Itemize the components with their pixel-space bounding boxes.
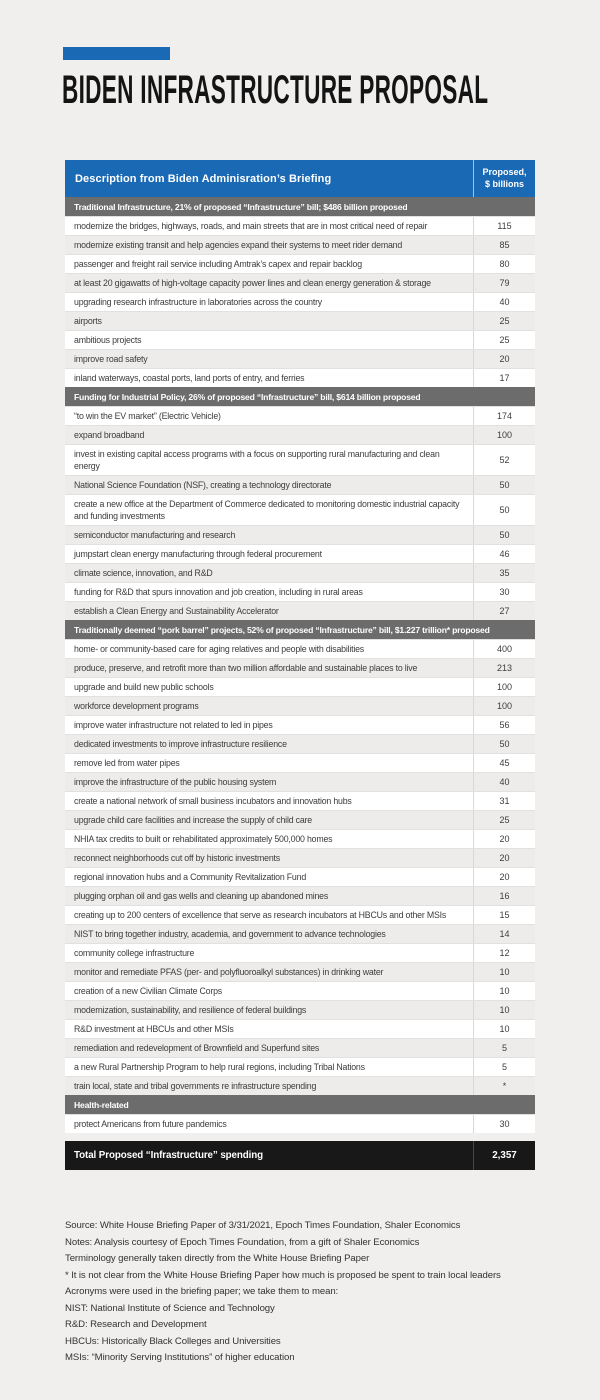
footnote-line: HBCUs: Historically Black Colleges and Universities xyxy=(65,1335,281,1347)
footnote-line: Source: White House Briefing Paper of 3/31/2021, Epoch Times Foundation, Shaler Economics xyxy=(65,1220,461,1231)
table-row xyxy=(65,1076,535,1095)
row-label: upgrade child care facilities and increase the supply of child care xyxy=(74,814,312,825)
row-value: 213 xyxy=(473,659,535,677)
table-row xyxy=(65,494,535,525)
section-header-label: Traditional Infrastructure, 21% of proposed “Infrastructure” bill; $486 billion proposed xyxy=(74,201,408,212)
row-value: 31 xyxy=(473,792,535,810)
table-row xyxy=(65,772,535,791)
table-row xyxy=(65,1114,535,1133)
row-value: 20 xyxy=(473,849,535,867)
footnote-line: MSIs: “Minority Serving Institutions” of higher education xyxy=(65,1352,295,1363)
table-row xyxy=(65,254,535,273)
row-label: home- or community-based care for aging relatives and people with disabilities xyxy=(74,643,365,654)
footnote-line: R&D: Research and Development xyxy=(65,1319,207,1330)
row-value: 100 xyxy=(473,678,535,696)
footnote-line: Terminology generally taken directly from the White House Briefing Paper xyxy=(65,1253,370,1264)
row-value: 20 xyxy=(473,830,535,848)
row-label: jumpstart clean energy manufacturing through federal procurement xyxy=(74,548,322,559)
row-value: * xyxy=(473,1077,535,1095)
row-value: 100 xyxy=(473,697,535,715)
row-value: 50 xyxy=(473,735,535,753)
row-label: airports xyxy=(74,315,102,326)
row-value: 30 xyxy=(473,1115,535,1133)
row-label: modernize existing transit and help agencies expand their systems to meet rider demand xyxy=(74,239,403,250)
table-row xyxy=(65,544,535,563)
row-value: 115 xyxy=(473,217,535,235)
row-label: establish a Clean Energy and Sustainability Accelerator xyxy=(74,605,279,616)
row-label: improve road safety xyxy=(74,353,148,364)
table-row xyxy=(65,886,535,905)
column-header-proposed-line1: Proposed, xyxy=(482,167,527,177)
section-header-row xyxy=(65,620,535,639)
row-value: 35 xyxy=(473,564,535,582)
section-header-label: Health-related xyxy=(74,1099,129,1110)
row-label: at least 20 gigawatts of high-voltage capacity power lines and clean energy generation & storage xyxy=(74,277,431,288)
row-value: 10 xyxy=(473,1020,535,1038)
table-row xyxy=(65,292,535,311)
row-label: monitor and remediate PFAS (per- and polyfluoroalkyl substances) in drinking water xyxy=(74,966,384,977)
table-row xyxy=(65,330,535,349)
row-label: remediation and redevelopment of Brownfield and Superfund sites xyxy=(74,1042,320,1053)
section-header-row xyxy=(65,387,535,406)
row-label: creation of a new Civilian Climate Corps xyxy=(74,985,222,996)
row-label: reconnect neighborhoods cut off by historic investments xyxy=(74,852,280,863)
row-value: 10 xyxy=(473,1001,535,1019)
column-header-proposed-line2: $ billions xyxy=(484,178,524,189)
row-value: 20 xyxy=(473,868,535,886)
row-label: creating up to 200 centers of excellence that serve as research incubators at HBCUs and other MSIs xyxy=(74,909,447,920)
row-label: protect Americans from future pandemics xyxy=(74,1118,227,1129)
row-label: National Science Foundation (NSF), creating a technology directorate xyxy=(74,479,332,490)
footnote-line: NIST: National Institute of Science and Technology xyxy=(65,1302,275,1314)
footnotes xyxy=(65,1218,565,1367)
row-value: 25 xyxy=(473,331,535,349)
table-row xyxy=(65,677,535,696)
row-label: inland waterways, coastal ports, land ports of entry, and ferries xyxy=(74,372,305,383)
row-label: community college infrastructure xyxy=(74,947,195,958)
row-label: funding for R&D that spurs innovation and job creation, including in rural areas xyxy=(74,586,363,597)
row-value: 85 xyxy=(473,236,535,254)
row-value: 16 xyxy=(473,887,535,905)
row-label: remove led from water pipes xyxy=(74,757,180,768)
row-label: modernization, sustainability, and resilience of federal buildings xyxy=(74,1004,307,1015)
page-title: BIDEN INFRASTRUCTURE PROPOSAL xyxy=(62,68,489,112)
row-label: create a national network of small business incubators and innovation hubs xyxy=(74,795,352,806)
row-label: a new Rural Partnership Program to help rural regions, including Tribal Nations xyxy=(74,1061,365,1072)
row-label: improve the infrastructure of the public housing system xyxy=(74,776,277,787)
row-value: 14 xyxy=(473,925,535,943)
row-value: 50 xyxy=(473,526,535,544)
row-value: 46 xyxy=(473,545,535,563)
row-label: passenger and freight rail service including Amtrak’s capex and repair backlog xyxy=(74,258,362,269)
proposal-table xyxy=(65,160,535,1170)
table-row xyxy=(65,601,535,620)
section-header-label: Traditionally deemed “pork barrel” projects, 52% of proposed “Infrastructure” bill, $1.227 trillion* proposed xyxy=(74,624,490,635)
table-row xyxy=(65,848,535,867)
table-row xyxy=(65,734,535,753)
section-header-row xyxy=(65,1095,535,1114)
row-label: dedicated investments to improve infrastructure resilience xyxy=(74,738,287,749)
total-row xyxy=(65,1141,535,1170)
row-label: semiconductor manufacturing and research xyxy=(74,529,236,540)
table-body xyxy=(65,197,535,1133)
row-value: 40 xyxy=(473,293,535,311)
row-label: expand broadband xyxy=(74,429,145,440)
table-row xyxy=(65,1019,535,1038)
table-row xyxy=(65,425,535,444)
row-value: 400 xyxy=(473,640,535,658)
row-value: 10 xyxy=(473,963,535,981)
total-value: 2,357 xyxy=(473,1141,535,1170)
table-row xyxy=(65,444,535,475)
accent-bar xyxy=(63,47,170,60)
row-value: 52 xyxy=(473,445,535,475)
table-row xyxy=(65,943,535,962)
row-label: modernize the bridges, highways, roads, and main streets that are in most critical need of repair xyxy=(74,220,428,231)
row-label: NIST to bring together industry, academia, and government to advance technologies xyxy=(74,928,386,939)
row-value: 50 xyxy=(473,495,535,525)
table-row xyxy=(65,1000,535,1019)
section-header-row xyxy=(65,197,535,216)
table-row xyxy=(65,658,535,677)
row-label: ambitious projects xyxy=(74,334,142,345)
table-row xyxy=(65,829,535,848)
row-value: 17 xyxy=(473,369,535,387)
footnote-line: Notes: Analysis courtesy of Epoch Times Foundation, from a gift of Shaler Economics xyxy=(65,1236,420,1248)
row-label: plugging orphan oil and gas wells and cleaning up abandoned mines xyxy=(74,890,329,901)
row-label: create a new office at the Department of Commerce dedicated to monitoring domestic industrial capacity and funding investments xyxy=(74,498,460,521)
total-label: Total Proposed “Infrastructure” spending xyxy=(74,1150,264,1161)
row-value: 27 xyxy=(473,602,535,620)
row-label: R&D investment at HBCUs and other MSIs xyxy=(74,1023,234,1034)
row-value: 5 xyxy=(473,1039,535,1057)
row-label: upgrade and build new public schools xyxy=(74,681,214,692)
row-value: 100 xyxy=(473,426,535,444)
table-row xyxy=(65,905,535,924)
row-label: “to win the EV market” (Electric Vehicle) xyxy=(74,410,221,421)
row-value: 80 xyxy=(473,255,535,273)
row-value: 15 xyxy=(473,906,535,924)
row-value: 5 xyxy=(473,1058,535,1076)
table-row xyxy=(65,1057,535,1076)
table-row xyxy=(65,406,535,425)
row-label: regional innovation hubs and a Community Revitalization Fund xyxy=(74,871,307,882)
row-value: 45 xyxy=(473,754,535,772)
table-row xyxy=(65,962,535,981)
row-label: workforce development programs xyxy=(74,700,199,711)
table-row xyxy=(65,273,535,292)
row-value: 174 xyxy=(473,407,535,425)
table-header-row xyxy=(65,160,535,197)
table-row xyxy=(65,216,535,235)
table-row xyxy=(65,235,535,254)
row-label: train local, state and tribal governments re infrastructure spending xyxy=(74,1080,317,1091)
row-value: 30 xyxy=(473,583,535,601)
row-value: 12 xyxy=(473,944,535,962)
table-row xyxy=(65,791,535,810)
table-row xyxy=(65,867,535,886)
row-label: improve water infrastructure not related to led in pipes xyxy=(74,719,273,730)
row-label: upgrading research infrastructure in laboratories across the country xyxy=(74,296,322,307)
column-header-description: Description from Biden Adminisration’s Briefing xyxy=(75,172,332,185)
row-value: 20 xyxy=(473,350,535,368)
row-value: 40 xyxy=(473,773,535,791)
footnote-line: Acronyms were used in the briefing paper; we take them to mean: xyxy=(65,1286,339,1297)
section-header-label: Funding for Industrial Policy, 26% of proposed “Infrastructure” bill, $614 billion proposed xyxy=(74,391,421,402)
table-row xyxy=(65,639,535,658)
table-row xyxy=(65,715,535,734)
table-row xyxy=(65,475,535,494)
row-value: 50 xyxy=(473,476,535,494)
row-value: 56 xyxy=(473,716,535,734)
column-header-proposed xyxy=(473,160,535,197)
table-row xyxy=(65,696,535,715)
table-row xyxy=(65,582,535,601)
row-label: climate science, innovation, and R&D xyxy=(74,567,213,578)
row-value: 25 xyxy=(473,312,535,330)
row-value: 25 xyxy=(473,811,535,829)
row-value: 79 xyxy=(473,274,535,292)
table-row xyxy=(65,753,535,772)
row-label: produce, preserve, and retrofit more than two million affordable and sustainable places to live xyxy=(74,662,418,673)
table-row xyxy=(65,981,535,1000)
table-row xyxy=(65,1038,535,1057)
table-row xyxy=(65,810,535,829)
table-row xyxy=(65,924,535,943)
row-value: 10 xyxy=(473,982,535,1000)
table-row xyxy=(65,563,535,582)
table-row xyxy=(65,311,535,330)
table-row xyxy=(65,368,535,387)
row-label: NHIA tax credits to built or rehabilitated approximately 500,000 homes xyxy=(74,833,333,844)
table-row xyxy=(65,349,535,368)
table-row xyxy=(65,525,535,544)
row-label: invest in existing capital access programs with a focus on supporting rural manufacturing and clean energy xyxy=(74,448,440,471)
footnote-line: * It is not clear from the White House Briefing Paper how much is proposed be spent to train local leaders xyxy=(65,1269,501,1281)
